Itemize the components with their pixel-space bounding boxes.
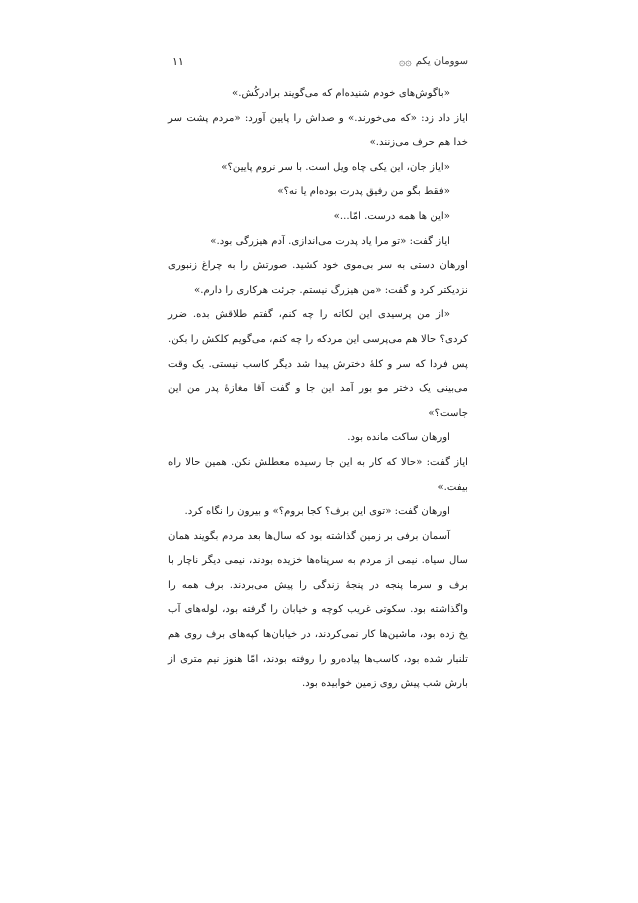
paragraph: «فقط بگو من رفیق پدرت بوده‌ام یا نه؟» xyxy=(277,186,450,198)
running-header xyxy=(172,51,468,71)
body-text xyxy=(168,82,468,697)
paragraph: اورهان ساکت مانده بود. xyxy=(347,432,450,444)
page-number: ۱۱ xyxy=(172,54,184,68)
book-title: سوومان یکم xyxy=(415,55,468,67)
paragraph: آسمان برفی بر زمین گذاشته بود که سال‌ها بعد مردم بگویند همان سال سیاه. نیمی از مردم به سرپناه‌ها خزیده بودند، نیمی دیگر ناچار با برف و سرما پنجه در پنجهٔ زندگی را پیش می‌بردند. برف همه را واگذاشته بود. سکوتی غریب کوچه و خیابان را گرفته بود، لوله‌های آب یخ زده بود، ماشین‌ها کار نمی‌کردند، در خیابان‌ها کپه‌های برف روی هم تلنبار شده بود، کاسب‌ها پیاده‌رو را روفته بودند، امّا هنوز نیم متری از بارش شب پیش روی زمین خوابیده بود. xyxy=(168,530,468,690)
header-title-group xyxy=(399,55,468,68)
paragraph: ایاز داد زد: «که می‌خورند.» و صداش را پایین آورد: «مردم پشت سر خدا هم حرف می‌زنند.» xyxy=(168,112,468,149)
paragraph: «این ها همه درست. امّا...» xyxy=(333,210,450,222)
ornament-icon: ۞۞ xyxy=(398,54,412,68)
paragraph: ایاز گفت: «حالا که کار به این جا رسیده معطلش نکن. همین حالا راه بیفت.» xyxy=(168,456,468,493)
paragraph: اورهان دستی به سر بی‌موی خود کشید. صورتش را به چراغ زنبوری نزدیکتر کرد و گفت: «من هیزرگ نیستم. جرئت هرکاری را دارم.» xyxy=(168,260,468,296)
paragraph: ایاز گفت: «تو مرا یاد پدرت می‌اندازی. آدم هیزرگی بود.» xyxy=(210,235,450,247)
paragraph: «ایاز جان، این یکی چاه ویل است. با سر نروم پایین؟» xyxy=(221,161,450,173)
paragraph: «باگوش‌های خودم شنیده‌ام که می‌گویند برادرکُش.» xyxy=(232,88,450,99)
paragraph: «از من پرسیدی این لکاته را چه کنم، گفتم طلاقش بده. ضرر کردی؟ حالا هم می‌پرسی این مردکه را چه کنم، می‌گویم کلکش را بکن. پس فردا که سر و کلهٔ دخترش پیدا شد دیگر کاسب نیستی. یک وقت می‌بینی یک دختر مو بور آمد این جا و گفت آقا مغازهٔ پدر من این جاست؟» xyxy=(168,309,468,419)
paragraph: اورهان گفت: «توی این برف؟ کجا بروم؟» و بیرون را نگاه کرد. xyxy=(184,506,450,518)
